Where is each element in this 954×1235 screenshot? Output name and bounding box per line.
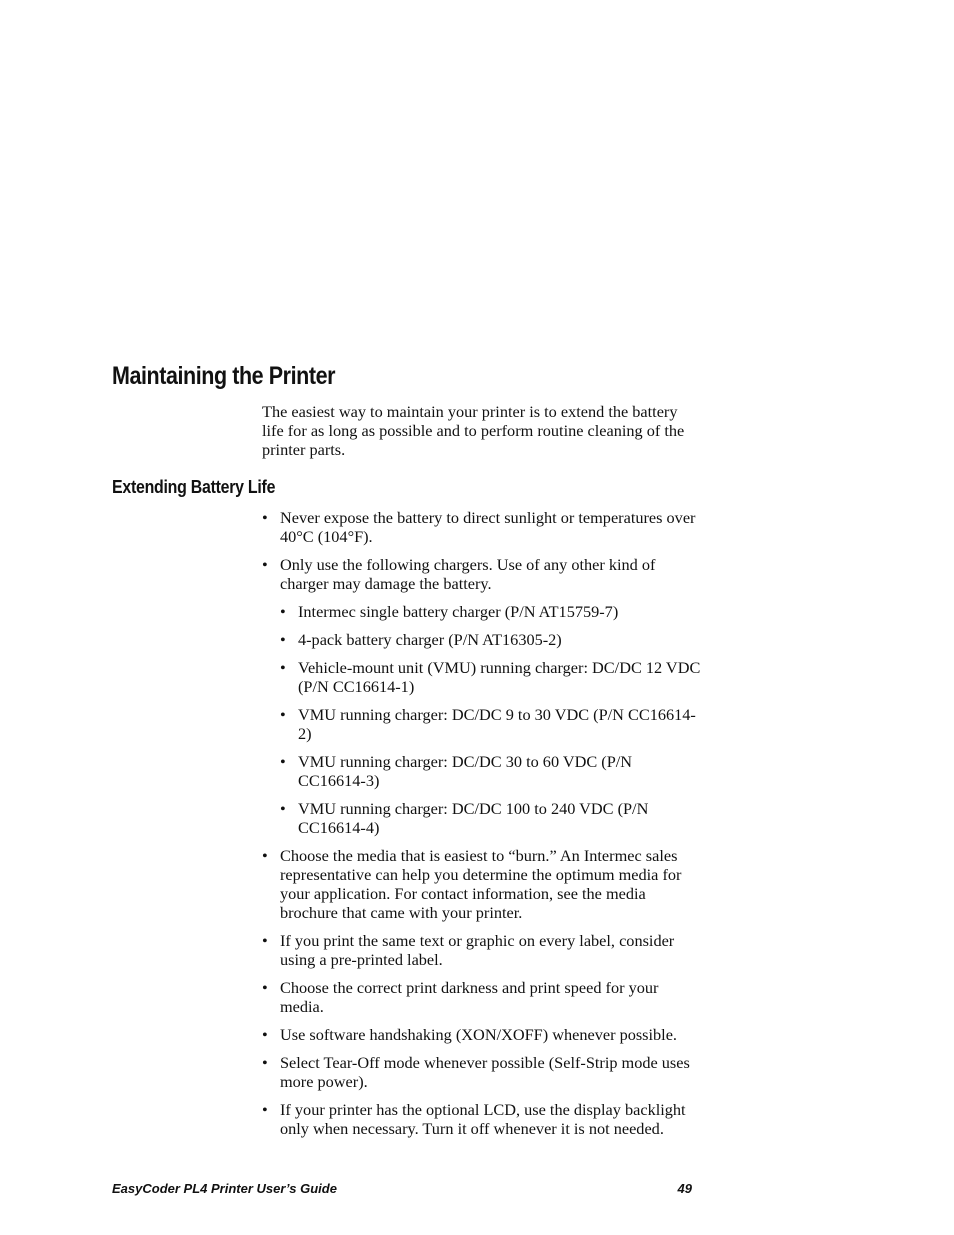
list-item-text: Only use the following chargers. Use of any other kind of charger may damage the battery. xyxy=(280,555,656,593)
list-item xyxy=(262,1053,702,1091)
sub-list-item xyxy=(280,705,702,743)
list-item-text: If you print the same text or graphic on every label, consider using a pre-printed label. xyxy=(280,931,675,969)
sub-list-item xyxy=(280,799,702,837)
sub-list-item-text: 4-pack battery charger (P/N AT16305-2) xyxy=(298,630,562,649)
list-item xyxy=(262,1025,702,1044)
sub-list-item-text: VMU running charger: DC/DC 9 to 30 VDC (P/N CC16614-2) xyxy=(298,705,696,743)
list-item xyxy=(262,978,702,1016)
bullet-icon: • xyxy=(262,1025,268,1044)
list-item-text: Never expose the battery to direct sunlight or temperatures over 40°C (104°F). xyxy=(280,508,696,546)
bullet-icon: • xyxy=(262,555,268,574)
bullet-icon: • xyxy=(280,799,286,818)
battery-tips-list xyxy=(262,508,702,1147)
list-item xyxy=(262,555,702,837)
list-item xyxy=(262,846,702,922)
bullet-icon: • xyxy=(262,931,268,950)
footer-title: EasyCoder PL4 Printer User’s Guide xyxy=(112,1181,337,1196)
bullet-icon: • xyxy=(262,1100,268,1119)
sub-list-item xyxy=(280,752,702,790)
sub-list-item xyxy=(280,630,702,649)
bullet-icon: • xyxy=(280,752,286,771)
list-item-text: Select Tear-Off mode whenever possible (Self-Strip mode uses more power). xyxy=(280,1053,690,1091)
sub-list-item-text: Vehicle-mount unit (VMU) running charger: DC/DC 12 VDC (P/N CC16614-1) xyxy=(298,658,701,696)
intro-paragraph: The easiest way to maintain your printer is to extend the battery life for as long as possible and to perform routine cleaning of the printer parts. xyxy=(262,402,685,459)
list-item-text: If your printer has the optional LCD, use the display backlight only when necessary. Turn it off whenever it is not needed. xyxy=(280,1100,686,1138)
bullet-icon: • xyxy=(280,602,286,621)
list-item-text: Choose the media that is easiest to “burn.” An Intermec sales representative can help you determine the optimum media for your application. For contact information, see the media brochure that came with your printer. xyxy=(280,846,682,922)
list-item-text: Use software handshaking (XON/XOFF) whenever possible. xyxy=(280,1025,678,1044)
page-heading: Maintaining the Printer xyxy=(112,362,336,390)
list-item xyxy=(262,508,702,546)
bullet-icon: • xyxy=(262,508,268,527)
list-item-text: Choose the correct print darkness and print speed for your media. xyxy=(280,978,659,1016)
sub-list-item-text: Intermec single battery charger (P/N AT15759-7) xyxy=(298,602,619,621)
section-heading: Extending Battery Life xyxy=(112,476,276,497)
charger-list xyxy=(280,602,702,837)
sub-list-item-text: VMU running charger: DC/DC 30 to 60 VDC (P/N CC16614-3) xyxy=(298,752,633,790)
bullet-icon: • xyxy=(262,978,268,997)
list-item xyxy=(262,1100,702,1138)
list-item xyxy=(262,931,702,969)
sub-list-item xyxy=(280,658,702,696)
sub-list-item-text: VMU running charger: DC/DC 100 to 240 VDC (P/N CC16614-4) xyxy=(298,799,649,837)
bullet-icon: • xyxy=(280,630,286,649)
sub-list-item xyxy=(280,602,702,621)
bullet-icon: • xyxy=(280,705,286,724)
bullet-icon: • xyxy=(262,846,268,865)
page-number: 49 xyxy=(677,1181,692,1196)
bullet-icon: • xyxy=(262,1053,268,1072)
bullet-icon: • xyxy=(280,658,286,677)
